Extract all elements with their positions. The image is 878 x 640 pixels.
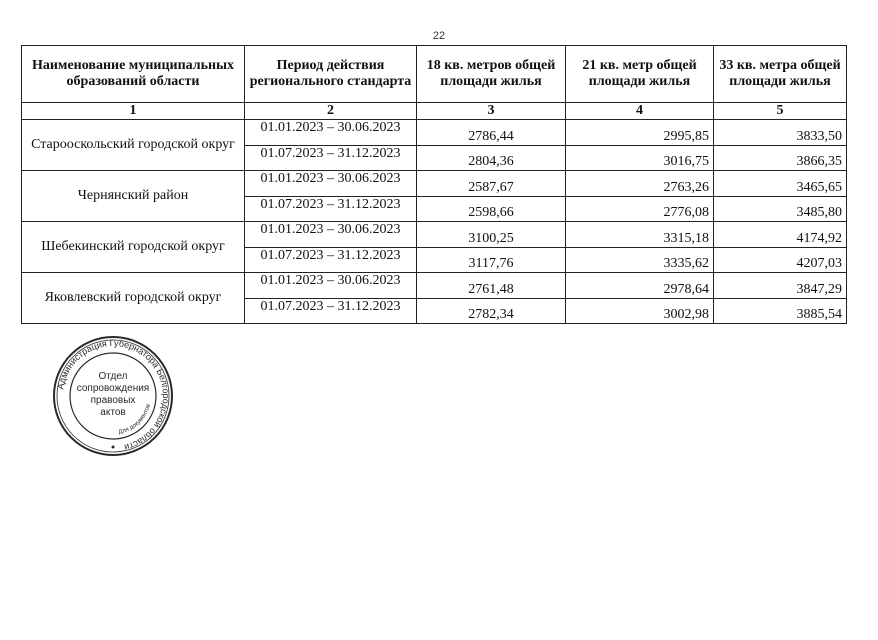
value-33sqm: 3833,50: [714, 120, 847, 146]
column-number-row: [22, 103, 847, 120]
column-number: 1: [22, 103, 245, 120]
municipality-name: Чернянский район: [22, 171, 245, 222]
value-18sqm: 2761,48: [417, 273, 566, 299]
value-21sqm: 3315,18: [566, 222, 714, 248]
value-33sqm: 4207,03: [714, 247, 847, 273]
value-21sqm: 2763,26: [566, 171, 714, 197]
value-18sqm: 2598,66: [417, 196, 566, 222]
value-33sqm: 3847,29: [714, 273, 847, 299]
standards-table: [21, 45, 847, 324]
period-cell: 01.01.2023 – 30.06.2023: [245, 273, 417, 299]
value-18sqm: 2782,34: [417, 298, 566, 324]
column-number: 3: [417, 103, 566, 120]
table-row: [22, 222, 847, 248]
table-row: [22, 171, 847, 197]
value-18sqm: 3117,76: [417, 247, 566, 273]
value-33sqm: 3465,65: [714, 171, 847, 197]
municipality-name: Яковлевский городской округ: [22, 273, 245, 324]
header-period: Период действия регионального стандарта: [245, 46, 417, 103]
value-21sqm: 2978,64: [566, 273, 714, 299]
stamp-center-line: правовых: [90, 395, 136, 406]
page-number: 22: [432, 30, 446, 42]
header-18sqm: 18 кв. метров общей площади жилья: [417, 46, 566, 103]
stamp-center-line: Отдел: [98, 371, 128, 382]
table-row: [22, 120, 847, 146]
value-18sqm: 2786,44: [417, 120, 566, 146]
value-18sqm: 3100,25: [417, 222, 566, 248]
header-row: [22, 46, 847, 103]
header-21sqm: 21 кв. метр общей площади жилья: [566, 46, 714, 103]
department-stamp: [52, 335, 174, 457]
stamp-ring-text: Администрация Губернатора Белгородской области: [55, 337, 172, 453]
column-number: 2: [245, 103, 417, 120]
value-18sqm: 2804,36: [417, 145, 566, 171]
value-33sqm: 3485,80: [714, 196, 847, 222]
period-cell: 01.07.2023 – 31.12.2023: [245, 298, 417, 324]
value-21sqm: 2776,08: [566, 196, 714, 222]
stamp-dot-icon: [112, 446, 115, 449]
period-cell: 01.01.2023 – 30.06.2023: [245, 120, 417, 146]
header-33sqm: 33 кв. метра общей площади жилья: [714, 46, 847, 103]
value-21sqm: 2995,85: [566, 120, 714, 146]
value-21sqm: 3002,98: [566, 298, 714, 324]
header-municipality: Наименование муниципальных образований области: [22, 46, 245, 103]
table-row: [22, 273, 847, 299]
value-33sqm: 3885,54: [714, 298, 847, 324]
period-cell: 01.01.2023 – 30.06.2023: [245, 222, 417, 248]
period-cell: 01.01.2023 – 30.06.2023: [245, 171, 417, 197]
value-21sqm: 3016,75: [566, 145, 714, 171]
period-cell: 01.07.2023 – 31.12.2023: [245, 196, 417, 222]
value-18sqm: 2587,67: [417, 171, 566, 197]
column-number: 5: [714, 103, 847, 120]
column-number: 4: [566, 103, 714, 120]
stamp-center-line: актов: [100, 407, 126, 418]
period-cell: 01.07.2023 – 31.12.2023: [245, 247, 417, 273]
municipality-name: Старооскольский городской округ: [22, 120, 245, 171]
period-cell: 01.07.2023 – 31.12.2023: [245, 145, 417, 171]
value-21sqm: 3335,62: [566, 247, 714, 273]
value-33sqm: 3866,35: [714, 145, 847, 171]
municipality-name: Шебекинский городской округ: [22, 222, 245, 273]
stamp-center-line: сопровождения: [76, 383, 150, 394]
value-33sqm: 4174,92: [714, 222, 847, 248]
stamp-inner-ring-text: Для документов: [118, 403, 152, 436]
